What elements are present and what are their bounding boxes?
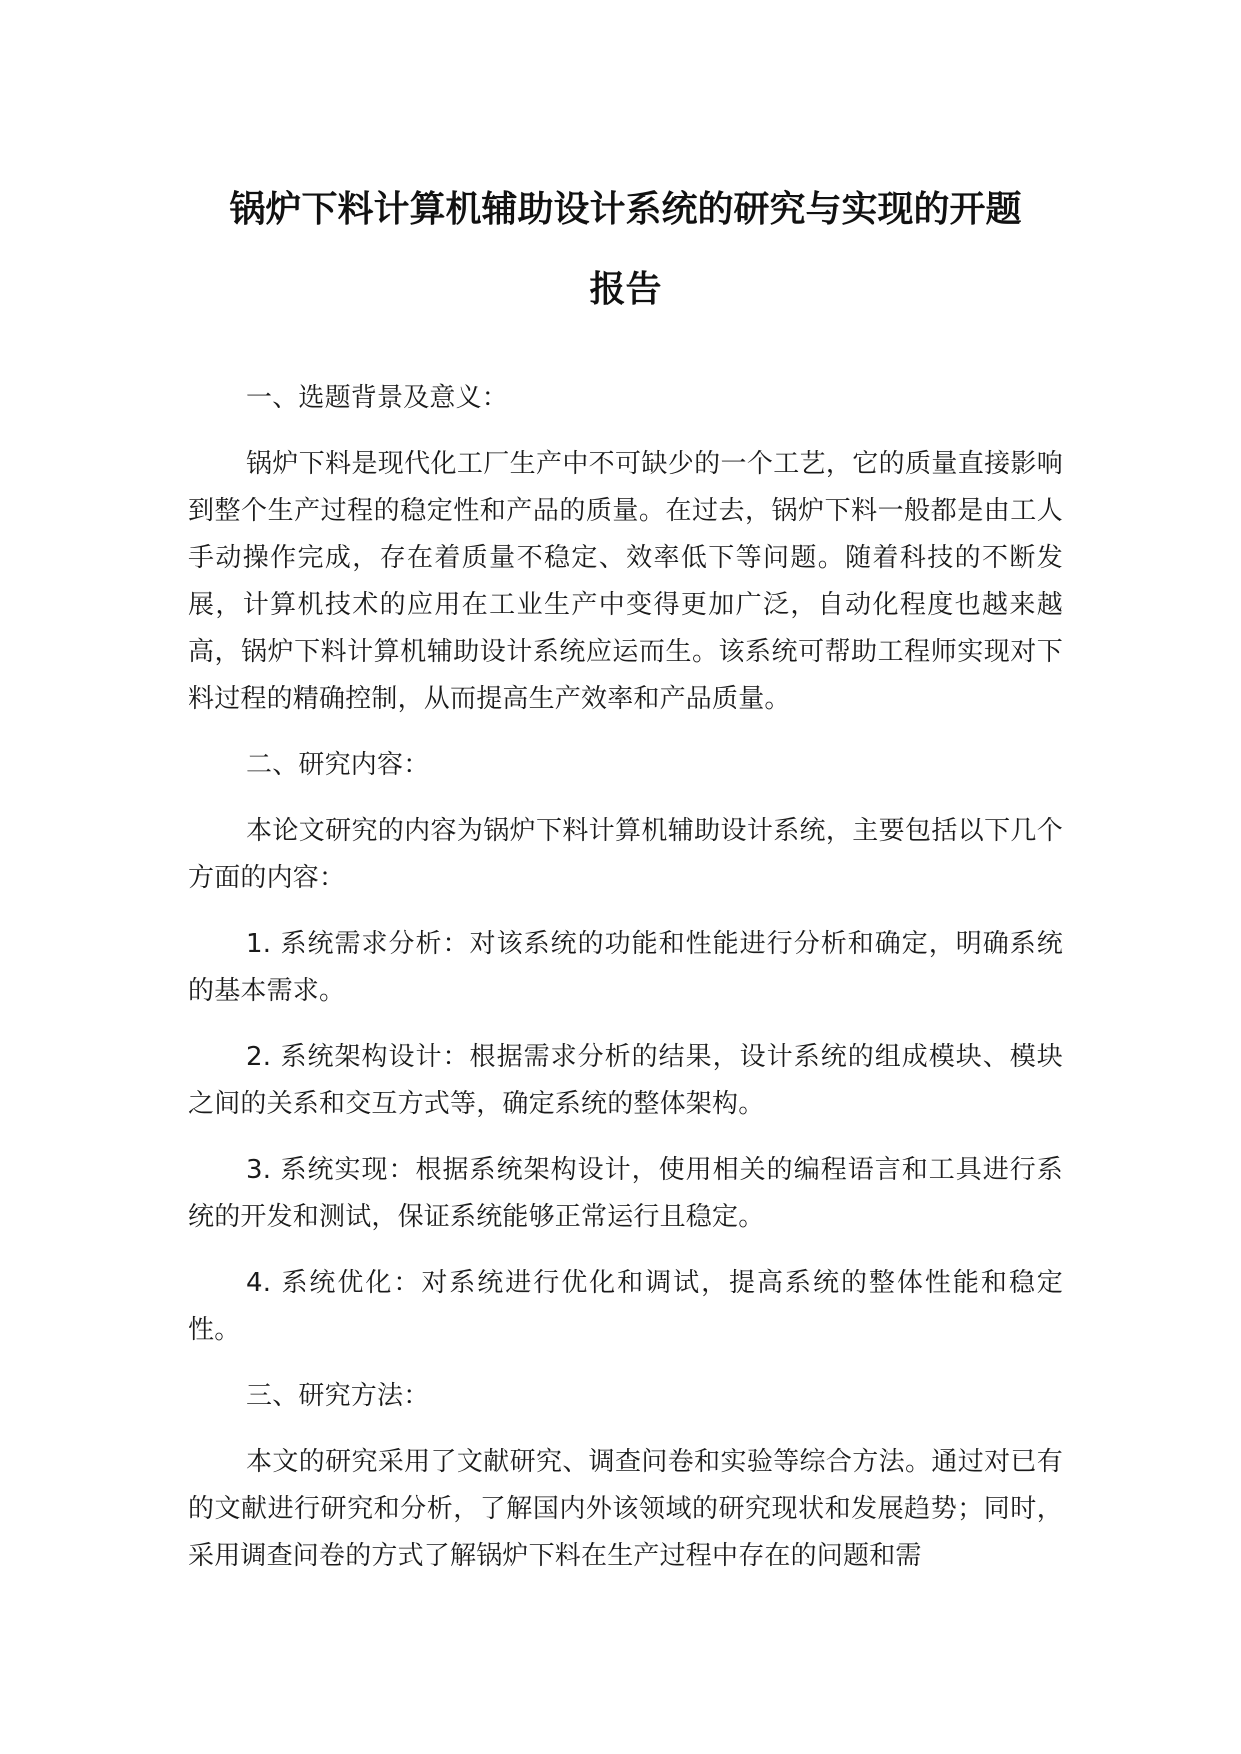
title-line-2: 报告 <box>589 269 662 310</box>
section-3-paragraph: 本文的研究采用了文献研究、调查问卷和实验等综合方法。通过对已有的文献进行研究和分析，了解国内外该领域的研究现状和发展趋势；同时，采用调查问卷的方式了解锅炉下料在生产过程中存在的问题和需 <box>188 1447 1063 1571</box>
section-3-heading: 三、研究方法： <box>246 1381 430 1411</box>
list-item-4: 4. 系统优化：对系统进行优化和调试，提高系统的整体性能和稳定性。 <box>188 1268 1063 1345</box>
list-item-2: 2. 系统架构设计：根据需求分析的结果，设计系统的组成模块、模块之间的关系和交互方式等，确定系统的整体架构。 <box>188 1042 1063 1119</box>
section-2-intro: 本论文研究的内容为锅炉下料计算机辅助设计系统，主要包括以下几个方面的内容： <box>188 816 1063 893</box>
section-2-heading: 二、研究内容： <box>246 750 430 780</box>
list-item-1: 1. 系统需求分析：对该系统的功能和性能进行分析和确定，明确系统的基本需求。 <box>188 929 1063 1006</box>
section-1-heading: 一、选题背景及意义： <box>246 383 509 413</box>
title-line-1: 锅炉下料计算机辅助设计系统的研究与实现的开题 <box>229 189 1022 230</box>
list-item-3: 3. 系统实现：根据系统架构设计，使用相关的编程语言和工具进行系统的开发和测试，保证系统能够正常运行且稳定。 <box>188 1155 1063 1232</box>
section-1-paragraph: 锅炉下料是现代化工厂生产中不可缺少的一个工艺，它的质量直接影响到整个生产过程的稳定性和产品的质量。在过去，锅炉下料一般都是由工人手动操作完成，存在着质量不稳定、效率低下等问题。随着科技的不断发展，计算机技术的应用在工业生产中变得更加广泛，自动化程度也越来越高，锅炉下料计算机辅助设计系统应运而生。该系统可帮助工程师实现对下料过程的精确控制，从而提高生产效率和产品质量。 <box>188 449 1063 714</box>
document-title <box>188 170 1063 330</box>
